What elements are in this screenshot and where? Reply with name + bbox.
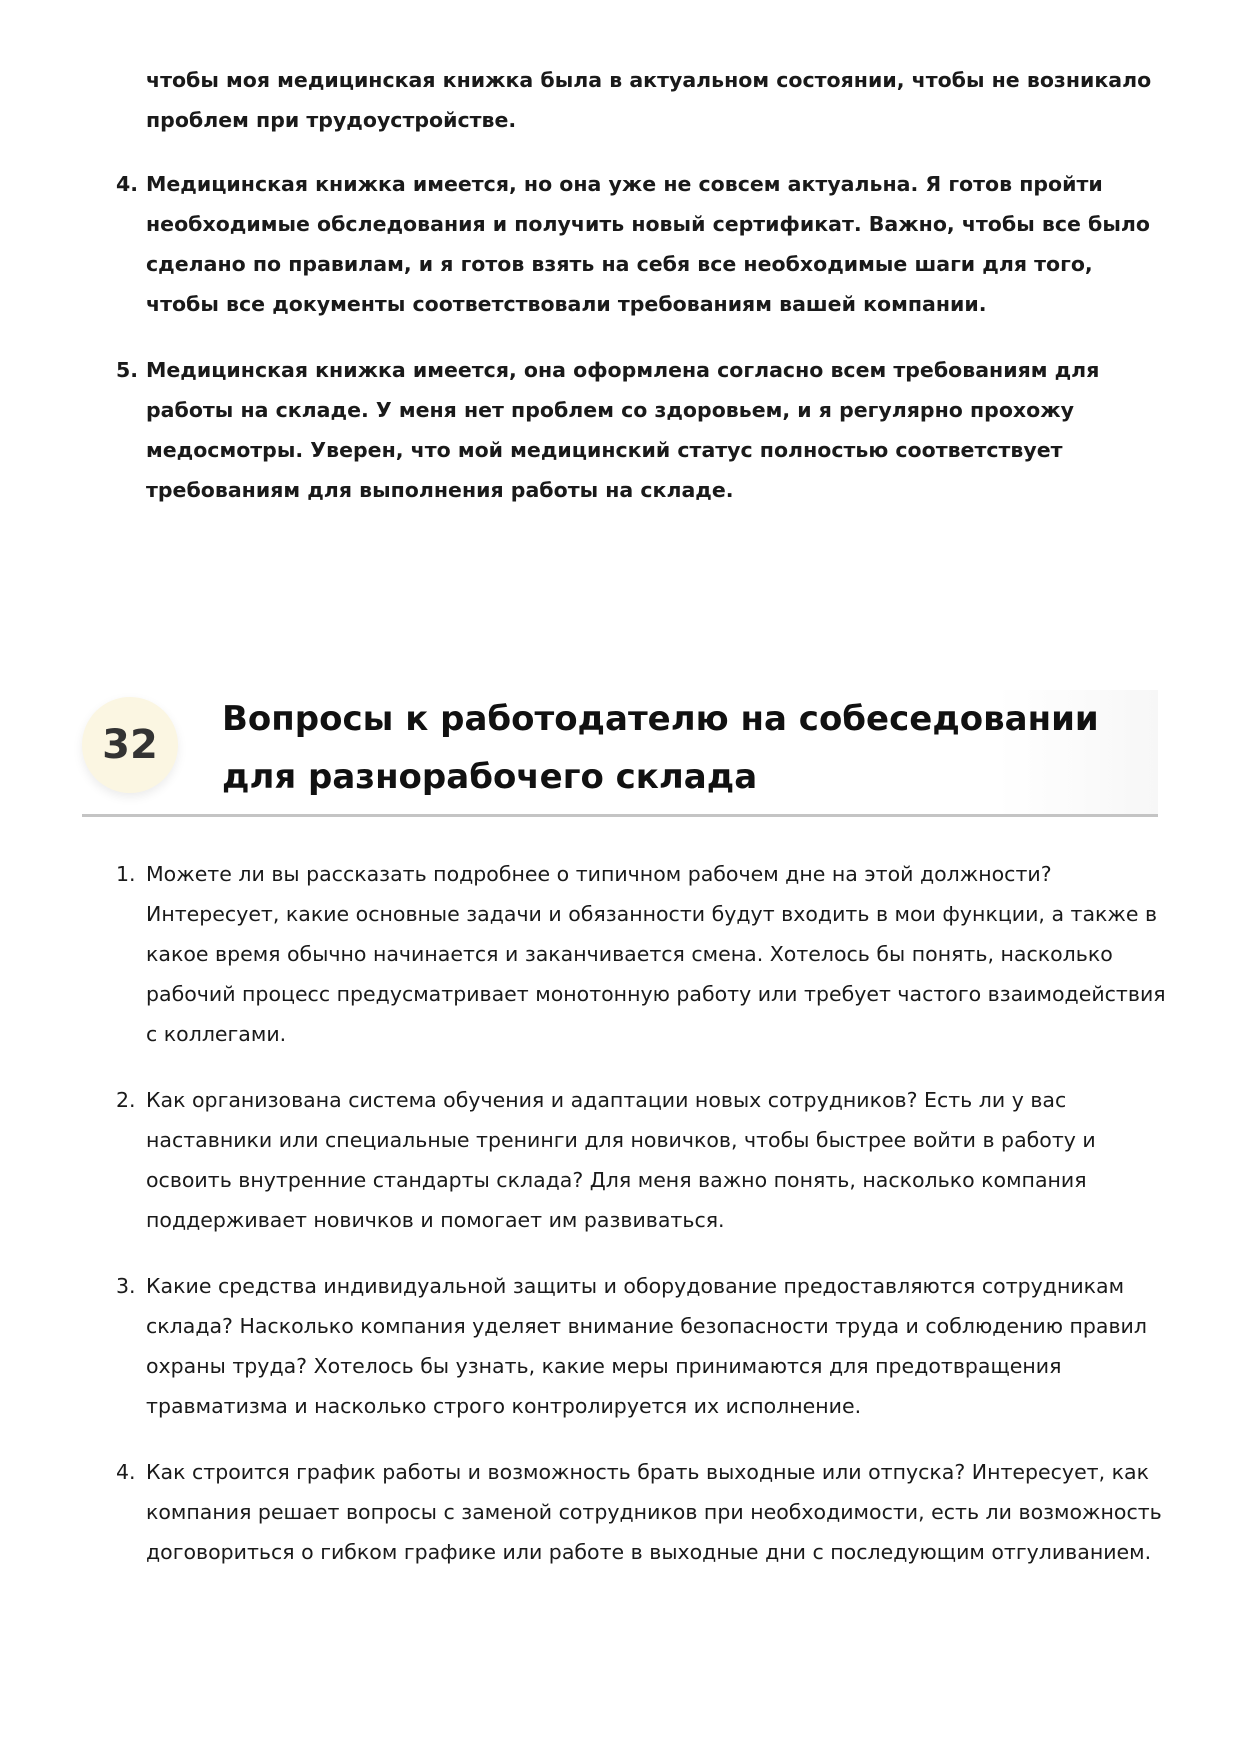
list-item-continuation: чтобы моя медицинская книжка была в актуальном состоянии, чтобы не возникало проблем при трудоустройстве. [146,68,1152,132]
list-item-text: Какие средства индивидуальной защиты и оборудование предоставляются сотрудникам склада? Насколько компания уделяет внимание безопасности труда и соблюдению правил охраны труда? Хотелось бы узнать, какие меры принимаются для предотвращения травматизма и насколько строго контролируется их исполнение. [146,1274,1147,1418]
previous-answers-list [0,164,1166,536]
list-number: 3. [116,1274,136,1298]
list-item-text: Можете ли вы рассказать подробнее о типичном рабочем дне на этой должности? Интересует, какие основные задачи и обязанности будут входить в мои функции, а также в какое время обычно начинается и заканчивается смена. Хотелось бы понять, насколько рабочий процесс предусматривает монотонную работу или требует частого взаимодействия с коллегами. [146,862,1166,1046]
list-number: 1. [116,862,136,886]
list-number: 2. [116,1088,136,1112]
section-title: Вопросы к работодателю на собеседовании для разнорабочего склада [222,699,1099,797]
list-item-text: Медицинская книжка имеется, она оформлена согласно всем требованиям для работы на складе. У меня нет проблем со здоровьем, и я регулярно прохожу медосмотры. Уверен, что мой медицинский статус полностью соответствует требованиям для выполнения работы на складе. [146,358,1100,502]
section-header [82,690,1158,817]
list-number: 5. [116,358,139,382]
list-item [0,1080,1166,1240]
list-item-text: Медицинская книжка имеется, но она уже не совсем актуальна. Я готов пройти необходимые обследования и получить новый сертификат. Важно, чтобы все было сделано по правилам, и я готов взять на себя все необходимые шаги для того, чтобы все документы соответствовали требованиям вашей компании. [146,172,1150,316]
list-number: 4. [116,172,139,196]
list-item [0,854,1166,1054]
list-item-text: Как строится график работы и возможность брать выходные или отпуска? Интересует, как компания решает вопросы с заменой сотрудников при необходимости, есть ли возможность договориться о гибком графике или работе в выходные дни с последующим отгуливанием. [146,1460,1162,1564]
section-number-badge: 32 [82,697,178,793]
questions-list [0,854,1166,1598]
list-item-text: Как организована система обучения и адаптации новых сотрудников? Есть ли у вас наставники или специальные тренинги для новичков, чтобы быстрее войти в работу и освоить внутренние стандарты склада? Для меня важно понять, насколько компания поддерживает новичков и помогает им развиваться. [146,1088,1096,1232]
list-item [0,164,1166,324]
list-item [0,1452,1166,1572]
list-item [0,1266,1166,1426]
list-number: 4. [116,1460,136,1484]
list-item [0,350,1166,510]
